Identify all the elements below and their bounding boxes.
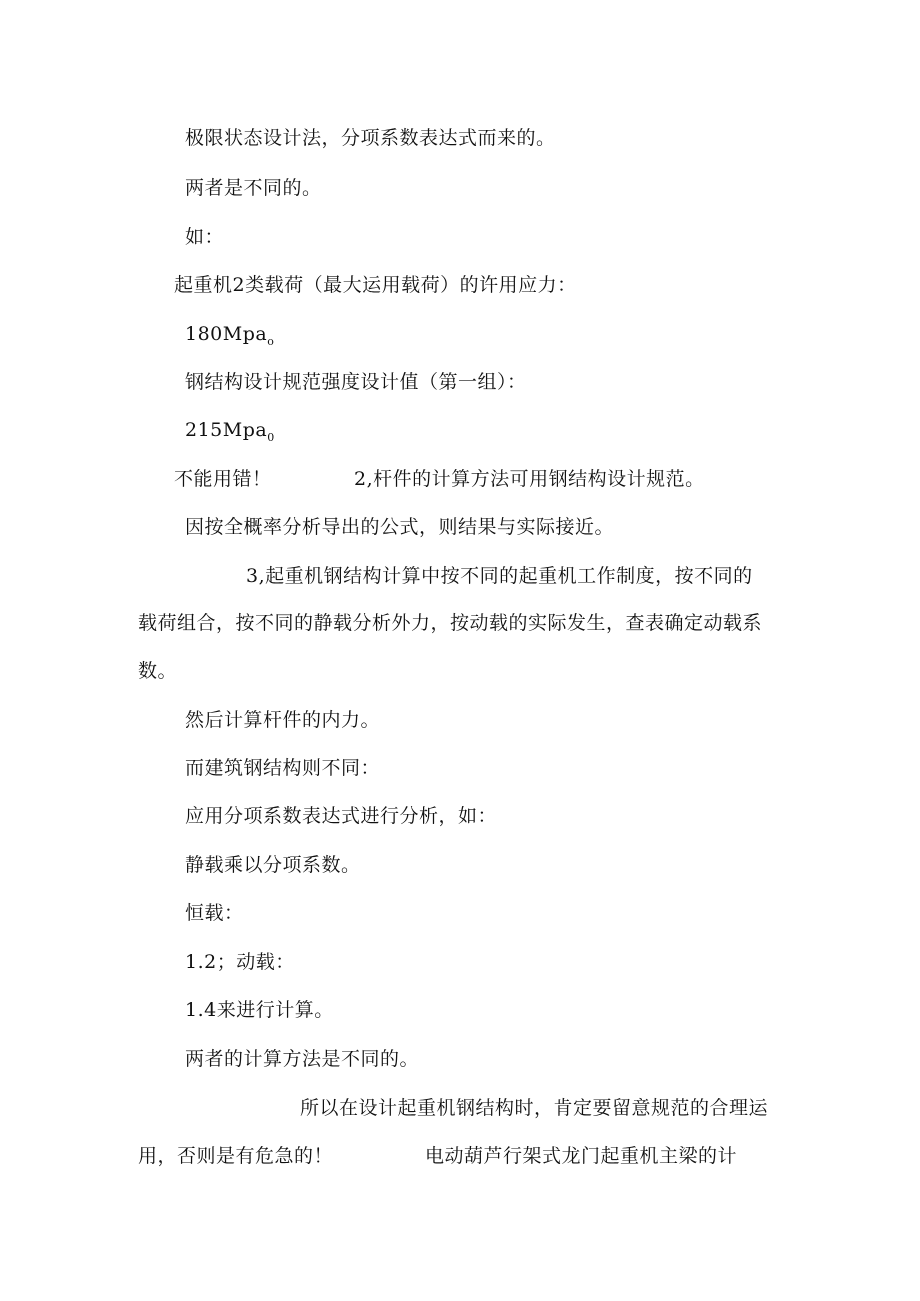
text-line [185, 804, 497, 828]
text-line [185, 418, 274, 450]
text-span: 所以在设计起重机钢结构时，肯定要留意规范的合理运 [300, 1097, 769, 1119]
text-span: 用，否则是有危急的！ [138, 1145, 334, 1167]
text-line [185, 370, 527, 394]
text-span: 应用分项系数表达式进行分析，如： [185, 805, 498, 827]
text-line [185, 998, 334, 1022]
text-span: 钢结构设计规范强度设计值（第一组）： [185, 371, 527, 393]
text-span: 1.2；动载： [185, 951, 295, 973]
text-span: 因按全概率分析导出的公式，则结果与实际接近。 [185, 516, 615, 538]
text-span: 恒载： [185, 902, 244, 924]
text-line [185, 708, 380, 732]
text-span: 3,起重机钢结构计算中按不同的起重机工作制度，按不同的 [246, 565, 753, 587]
text-line [185, 1047, 419, 1071]
text-line [185, 756, 380, 780]
text-span: 静载乘以分项系数。 [185, 854, 361, 876]
text-span: 2,杆件的计算方法可用钢结构设计规范。 [354, 468, 705, 490]
text-line [185, 950, 295, 974]
text-line [354, 467, 705, 491]
text-span: 然后计算杆件的内力。 [185, 709, 381, 731]
text-line [185, 126, 556, 150]
text-span: 215Mpa [185, 419, 268, 441]
text-line [174, 273, 577, 297]
text-line [138, 1144, 333, 1168]
text-span: 数。 [138, 660, 178, 682]
text-line [300, 1096, 768, 1120]
text-line [138, 659, 177, 683]
text-span: 两者是不同的。 [185, 177, 322, 199]
subscript-mark: 0 [267, 431, 275, 444]
text-line [185, 225, 224, 249]
text-line [425, 1144, 737, 1168]
text-line [185, 322, 274, 354]
text-span: 两者的计算方法是不同的。 [185, 1048, 420, 1070]
text-line [185, 853, 361, 877]
subscript-mark: o [267, 335, 274, 348]
text-line [185, 176, 322, 200]
text-span: 180Mpa [185, 323, 268, 345]
text-line [174, 467, 272, 491]
text-line [185, 515, 614, 539]
text-span: 1.4来进行计算。 [185, 999, 334, 1021]
text-span: 不能用错！ [174, 468, 272, 490]
text-span: 如： [185, 226, 225, 248]
text-span: 起重机2类载荷（最大运用载荷）的许用应力： [174, 274, 577, 296]
text-line [138, 611, 762, 635]
text-span: 极限状态设计法，分项系数表达式而来的。 [185, 127, 556, 149]
text-span: 电动葫芦行架式龙门起重机主梁的计 [425, 1145, 738, 1167]
text-line [185, 901, 244, 925]
text-span: 而建筑钢结构则不同： [185, 757, 381, 779]
text-line [246, 564, 753, 588]
text-span: 载荷组合，按不同的静载分析外力，按动载的实际发生，查表确定动载系 [138, 612, 763, 634]
